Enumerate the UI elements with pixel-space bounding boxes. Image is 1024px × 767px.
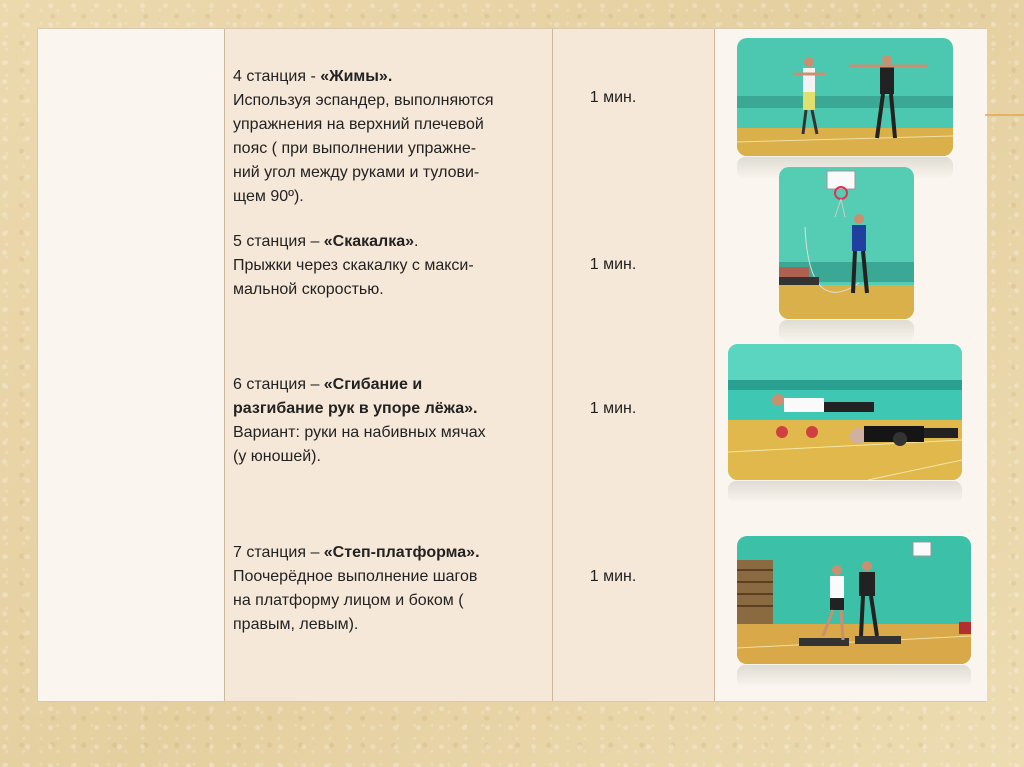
station-6-line: (у юношей). <box>233 448 321 465</box>
table-panel <box>37 28 986 702</box>
station-5-suffix: . <box>414 233 419 250</box>
photo-reflection <box>779 320 914 342</box>
station-4-line: ний угол между руками и тулови- <box>233 164 480 181</box>
photo-reflection <box>728 481 962 503</box>
station-4-prefix: 4 станция - <box>233 68 321 85</box>
photo-step-platform <box>737 536 971 664</box>
station-6-prefix: 6 станция – <box>233 376 324 393</box>
station-7-prefix: 7 станция – <box>233 544 324 561</box>
station-6-time: 1 мин. <box>589 400 637 417</box>
station-6-text <box>233 373 543 469</box>
station-7-time: 1 мин. <box>589 568 637 585</box>
station-5-line: мальной скоростью. <box>233 281 384 298</box>
empty-first-column <box>38 29 224 701</box>
column-divider <box>224 29 225 701</box>
station-5-text <box>233 230 543 302</box>
station-4-line: пояс ( при выполнении упражне- <box>233 140 477 157</box>
photo-expander <box>737 38 953 156</box>
station-7-line: Поочерёдное выполнение шагов <box>233 568 478 585</box>
station-6-title: разгибание рук в упоре лёжа». <box>233 400 478 417</box>
photo-jump-rope <box>779 167 914 319</box>
station-4-line: упражнения на верхний плечевой <box>233 116 484 133</box>
decorative-line <box>985 114 1024 116</box>
station-7-title: «Степ-платформа». <box>323 544 480 561</box>
station-4-title: «Жимы». <box>320 68 393 85</box>
column-divider <box>714 29 715 701</box>
station-7-line: правым, левым). <box>233 616 359 633</box>
photo-push-ups <box>728 344 962 480</box>
station-5-line: Прыжки через скакалку с макси- <box>233 257 474 274</box>
station-4-line: Используя эспандер, выполняются <box>233 92 494 109</box>
station-5-prefix: 5 станция – <box>233 233 324 250</box>
station-4-line: щем 90º). <box>233 188 304 205</box>
station-6-line: Вариант: руки на набивных мячах <box>233 424 486 441</box>
station-5-time: 1 мин. <box>589 256 637 273</box>
station-4-time: 1 мин. <box>589 89 637 106</box>
station-6-title: «Сгибание и <box>323 376 423 393</box>
column-divider <box>552 29 553 701</box>
photo-reflection <box>737 665 971 687</box>
station-7-text <box>233 541 543 637</box>
station-4-text <box>233 65 543 209</box>
station-7-line: на платформу лицом и боком ( <box>233 592 464 609</box>
station-5-title: «Скакалка» <box>323 233 415 250</box>
